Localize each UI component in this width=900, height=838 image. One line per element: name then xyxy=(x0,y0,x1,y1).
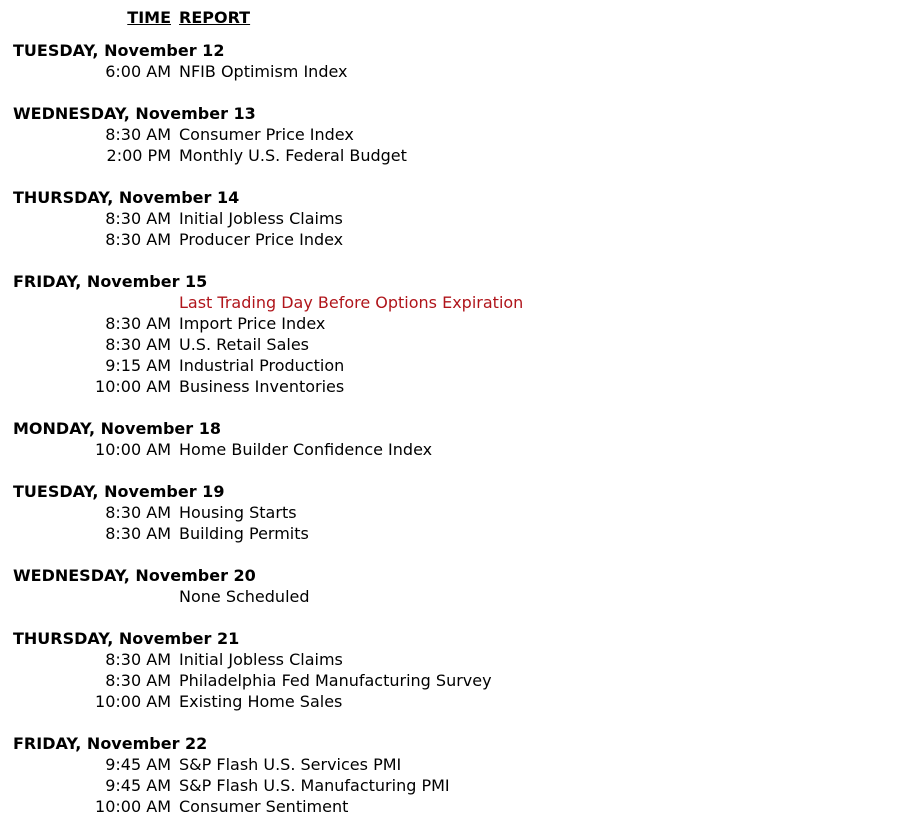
event-report: Monthly U.S. Federal Budget xyxy=(179,146,407,165)
day-section xyxy=(0,187,900,250)
event-report: Philadelphia Fed Manufacturing Survey xyxy=(179,671,492,690)
event-report: Producer Price Index xyxy=(179,230,344,249)
event-row xyxy=(0,334,900,355)
day-section xyxy=(0,103,900,166)
event-row xyxy=(0,355,900,376)
event-row xyxy=(0,775,900,796)
event-row xyxy=(0,61,900,82)
event-time: 8:30 AM xyxy=(105,314,171,333)
event-report: Initial Jobless Claims xyxy=(179,650,343,669)
event-row xyxy=(0,691,900,712)
time-column-header: TIME xyxy=(127,8,171,27)
event-report: Industrial Production xyxy=(179,356,345,375)
event-report: Business Inventories xyxy=(179,377,345,396)
event-report: None Scheduled xyxy=(179,587,310,606)
day-heading: TUESDAY, November 12 xyxy=(13,41,225,60)
event-report: S&P Flash U.S. Services PMI xyxy=(179,755,402,774)
event-report: Import Price Index xyxy=(179,314,326,333)
event-time: 6:00 AM xyxy=(105,62,171,81)
event-time: 8:30 AM xyxy=(105,524,171,543)
event-time: 10:00 AM xyxy=(95,440,171,459)
day-heading: THURSDAY, November 21 xyxy=(13,629,240,648)
day-section xyxy=(0,565,900,607)
event-row xyxy=(0,502,900,523)
event-row xyxy=(0,754,900,775)
event-report: U.S. Retail Sales xyxy=(179,335,310,354)
event-report: Home Builder Confidence Index xyxy=(179,440,433,459)
event-time: 10:00 AM xyxy=(95,692,171,711)
column-header xyxy=(0,8,900,29)
event-row xyxy=(0,124,900,145)
event-time: 9:45 AM xyxy=(105,755,171,774)
event-report: Existing Home Sales xyxy=(179,692,343,711)
day-section xyxy=(0,628,900,712)
day-heading: THURSDAY, November 14 xyxy=(13,188,240,207)
event-time: 10:00 AM xyxy=(95,377,171,396)
event-report: S&P Flash U.S. Manufacturing PMI xyxy=(179,776,450,795)
day-heading: MONDAY, November 18 xyxy=(13,419,221,438)
day-heading: FRIDAY, November 22 xyxy=(13,734,208,753)
event-row xyxy=(0,796,900,817)
event-row xyxy=(0,145,900,166)
day-section xyxy=(0,40,900,82)
day-section xyxy=(0,733,900,817)
event-report: Housing Starts xyxy=(179,503,297,522)
report-column-header: REPORT xyxy=(179,8,251,27)
event-row xyxy=(0,670,900,691)
event-row xyxy=(0,376,900,397)
event-row xyxy=(0,439,900,460)
event-time: 8:30 AM xyxy=(105,209,171,228)
event-time: 8:30 AM xyxy=(105,671,171,690)
schedule-list xyxy=(0,40,900,838)
event-time: 10:00 AM xyxy=(95,797,171,816)
event-report: NFIB Optimism Index xyxy=(179,62,348,81)
event-time: 8:30 AM xyxy=(105,650,171,669)
event-time: 8:30 AM xyxy=(105,335,171,354)
event-row xyxy=(0,586,900,607)
event-report: Consumer Sentiment xyxy=(179,797,349,816)
day-heading: WEDNESDAY, November 20 xyxy=(13,566,256,585)
expiration-note: Last Trading Day Before Options Expiration xyxy=(179,293,524,312)
event-time: 8:30 AM xyxy=(105,230,171,249)
event-time: 9:15 AM xyxy=(105,356,171,375)
event-report: Consumer Price Index xyxy=(179,125,354,144)
event-row xyxy=(0,208,900,229)
event-report: Building Permits xyxy=(179,524,309,543)
event-time: 2:00 PM xyxy=(106,146,171,165)
day-section xyxy=(0,418,900,460)
event-row xyxy=(0,229,900,250)
day-heading: FRIDAY, November 15 xyxy=(13,272,208,291)
event-row xyxy=(0,313,900,334)
event-time: 9:45 AM xyxy=(105,776,171,795)
day-section xyxy=(0,271,900,397)
event-time: 8:30 AM xyxy=(105,125,171,144)
event-report: Initial Jobless Claims xyxy=(179,209,343,228)
event-time: 8:30 AM xyxy=(105,503,171,522)
day-heading: TUESDAY, November 19 xyxy=(13,482,225,501)
day-heading: WEDNESDAY, November 13 xyxy=(13,104,256,123)
event-row xyxy=(0,649,900,670)
expiration-note-row xyxy=(0,292,900,313)
day-section xyxy=(0,481,900,544)
event-row xyxy=(0,523,900,544)
